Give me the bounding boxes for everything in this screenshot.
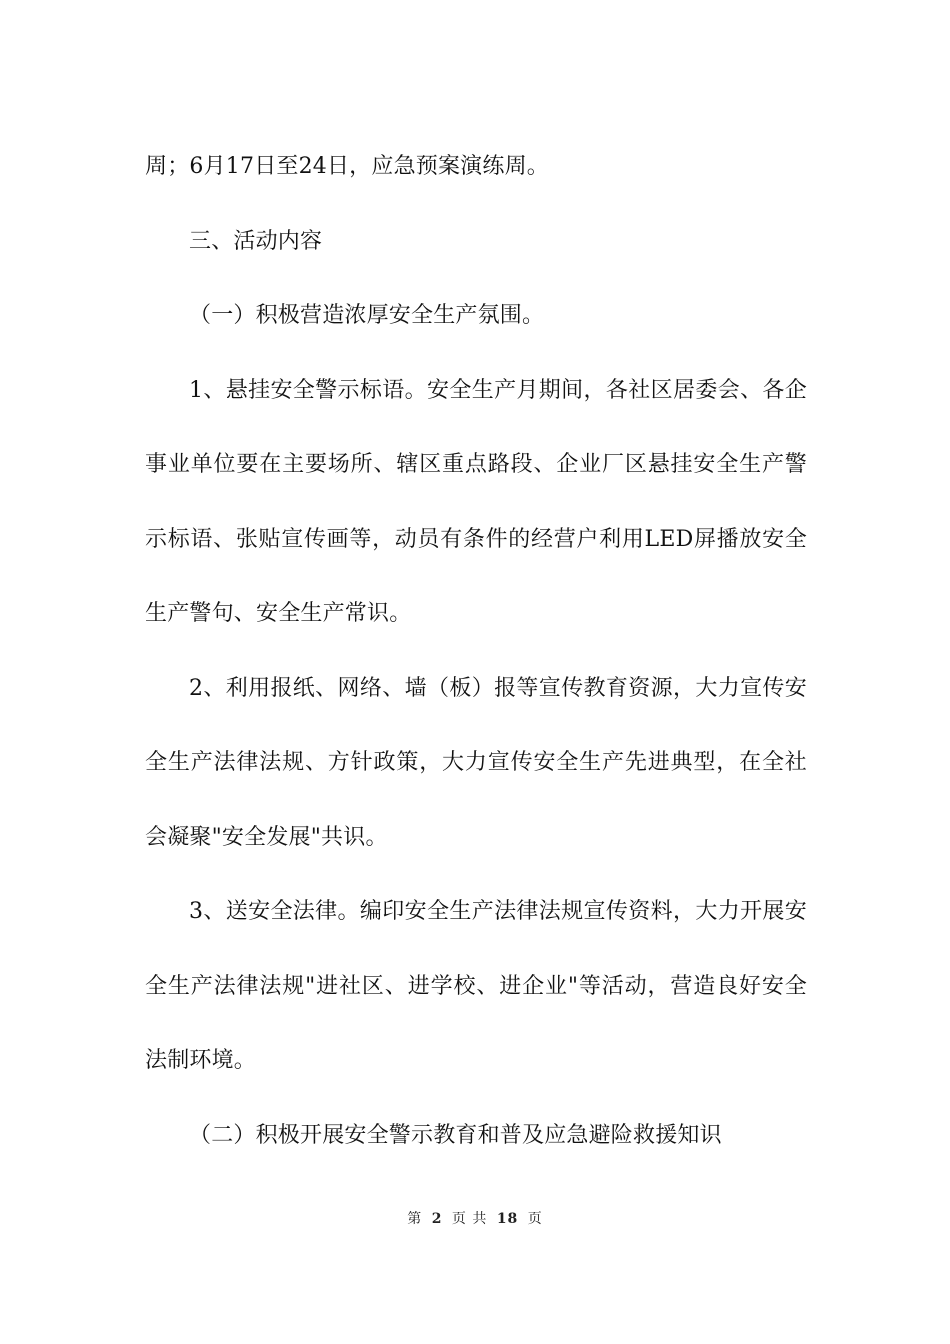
footer-middle: 页 共	[451, 1211, 488, 1227]
footer-current-page: 2	[431, 1211, 443, 1227]
paragraph-item-3: 3、送安全法律。编印安全生产法律法规宣传资料，大力开展安全生产法律法规"进社区、进学校、进企业"等活动，营造良好安全法制环境。	[145, 899, 807, 1073]
paragraph-item-2: 2、利用报纸、网络、墙（板）报等宣传教育资源，大力宣传安全生产法律法规、方针政策，大力宣传安全生产先进典型，在全社会凝聚"安全发展"共识。	[145, 675, 807, 850]
footer-suffix: 页	[527, 1211, 543, 1227]
page-footer	[0, 1208, 950, 1228]
paragraph-item-1: 1、悬挂安全警示标语。安全生产月期间，各社区居委会、各企事业单位要在主要场所、辖区重点路段、企业厂区悬挂安全生产警示标语、张贴宣传画等，动员有条件的经营户利用LED屏播放安全生产警句、安全生产常识。	[145, 377, 807, 626]
subsection-heading-1: （一）积极营造浓厚安全生产氛围。	[189, 303, 545, 328]
section-heading-activity-content: 三、活动内容	[189, 228, 323, 254]
footer-prefix: 第	[407, 1211, 423, 1227]
subsection-heading-2: （二）积极开展安全警示教育和普及应急避险救援知识	[189, 1122, 722, 1148]
footer-total-pages: 18	[496, 1211, 519, 1227]
document-body	[145, 130, 807, 1173]
paragraph-1: 周；6月17日至24日，应急预案演练周。	[145, 154, 549, 179]
